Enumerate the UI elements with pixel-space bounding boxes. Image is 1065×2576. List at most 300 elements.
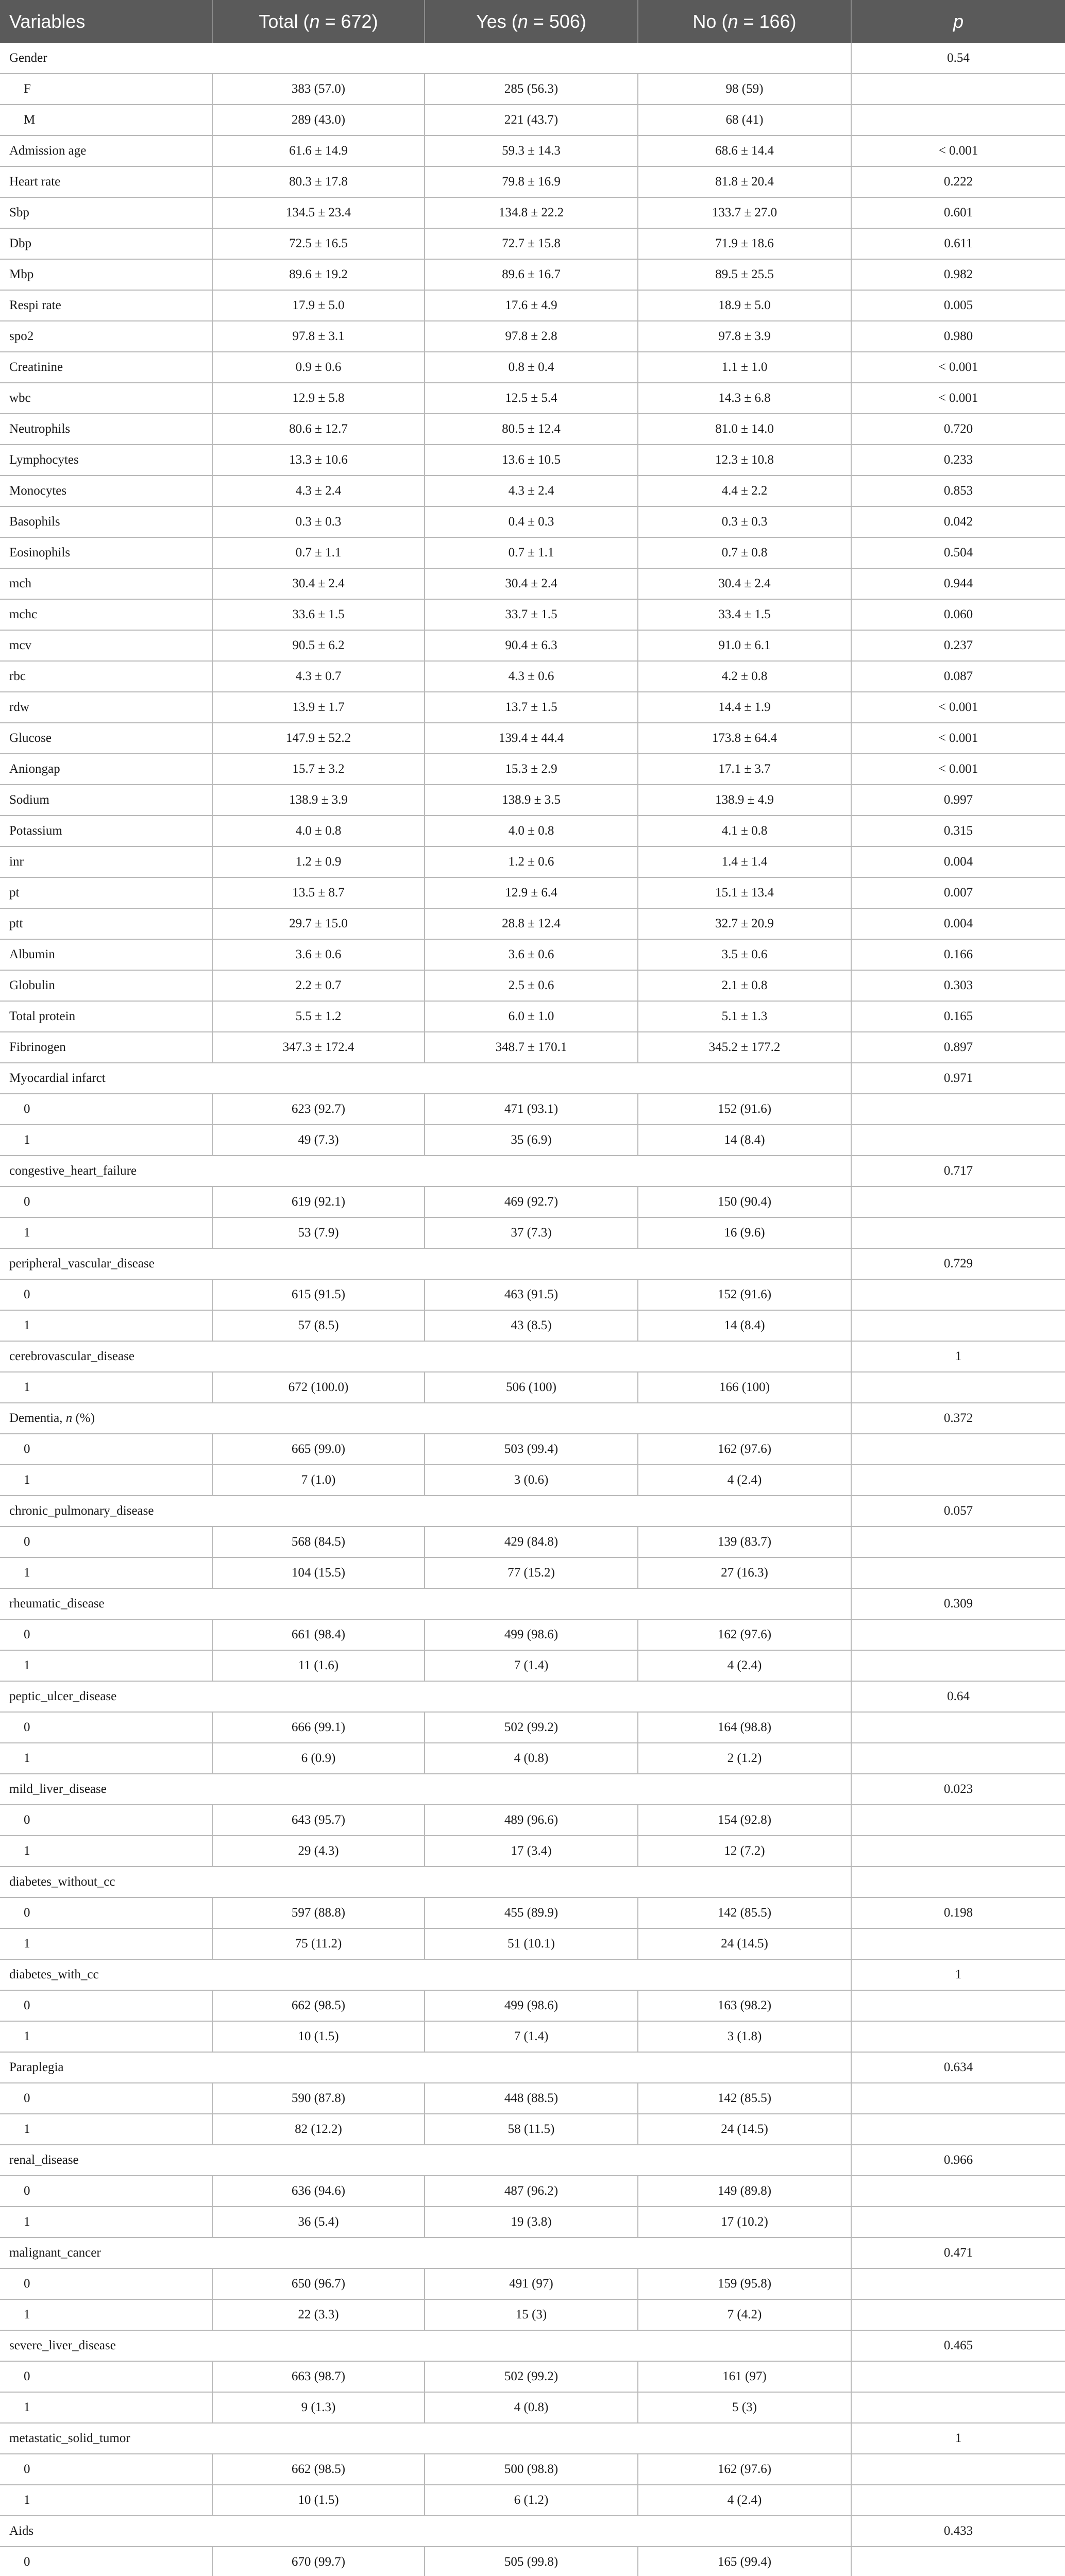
variable-label: Respi rate [0,290,212,321]
no-cell: 142 (85.5) [638,1897,851,1928]
variable-label: 0 [0,2083,212,2114]
variable-label: Potassium [0,816,212,846]
table-row [0,754,1065,785]
no-cell: 14 (8.4) [638,1125,851,1156]
category-label: Myocardial infarct [0,1063,851,1094]
yes-cell: 35 (6.9) [425,1125,638,1156]
yes-cell: 4.3 ± 0.6 [425,661,638,692]
no-cell: 161 (97) [638,2361,851,2392]
yes-cell: 134.8 ± 22.2 [425,197,638,228]
p-value-cell: 0.997 [851,785,1065,816]
variable-label: 1 [0,1650,212,1681]
total-cell: 138.9 ± 3.9 [212,785,425,816]
table-category-row [0,2052,1065,2083]
table-row [0,166,1065,197]
table-row [0,1805,1065,1836]
total-cell: 10 (1.5) [212,2485,425,2516]
table-category-row [0,2145,1065,2176]
variable-label: 1 [0,2299,212,2330]
variable-label: 1 [0,1217,212,1248]
yes-cell: 2.5 ± 0.6 [425,970,638,1001]
variable-label: mchc [0,599,212,630]
p-value-cell: < 0.001 [851,383,1065,414]
no-cell: 14.4 ± 1.9 [638,692,851,723]
category-label: metastatic_solid_tumor [0,2423,851,2454]
yes-cell: 502 (99.2) [425,2361,638,2392]
total-cell: 61.6 ± 14.9 [212,135,425,166]
yes-cell: 138.9 ± 3.5 [425,785,638,816]
table-row [0,74,1065,105]
p-value-cell: 0.982 [851,259,1065,290]
table-row [0,1217,1065,1248]
yes-cell: 15.3 ± 2.9 [425,754,638,785]
p-value-cell: 1 [851,2423,1065,2454]
no-cell: 159 (95.8) [638,2268,851,2299]
variable-label: spo2 [0,321,212,352]
table-row [0,1743,1065,1774]
table-row [0,1434,1065,1465]
table-row [0,352,1065,383]
variable-label: Sodium [0,785,212,816]
yes-cell: 19 (3.8) [425,2207,638,2238]
p-value-cell [851,74,1065,105]
no-cell: 165 (99.4) [638,2547,851,2576]
variable-label: 0 [0,1434,212,1465]
total-cell: 643 (95.7) [212,1805,425,1836]
category-label: diabetes_with_cc [0,1959,851,1990]
variable-label: 0 [0,1990,212,2021]
total-cell: 5.5 ± 1.2 [212,1001,425,1032]
table-category-row [0,1681,1065,1712]
p-value-cell [851,1712,1065,1743]
p-value-cell: 0.233 [851,445,1065,476]
no-cell: 164 (98.8) [638,1712,851,1743]
yes-cell: 469 (92.7) [425,1187,638,1217]
no-cell: 162 (97.6) [638,1619,851,1650]
table-category-row [0,1341,1065,1372]
p-value-cell [851,2454,1065,2485]
table-row [0,1125,1065,1156]
no-cell: 152 (91.6) [638,1094,851,1125]
table-row [0,1465,1065,1496]
variable-label: 0 [0,1187,212,1217]
table-row [0,1650,1065,1681]
p-value-cell: 0.004 [851,908,1065,939]
table-category-row [0,2238,1065,2268]
p-value-cell [851,1619,1065,1650]
no-cell: 17 (10.2) [638,2207,851,2238]
p-value-cell: 0.004 [851,846,1065,877]
p-value-cell: < 0.001 [851,754,1065,785]
no-cell: 4 (2.4) [638,1650,851,1681]
variable-label: 0 [0,1805,212,1836]
table-category-row [0,1156,1065,1187]
table-row [0,1557,1065,1588]
yes-cell: 139.4 ± 44.4 [425,723,638,754]
yes-cell: 6.0 ± 1.0 [425,1001,638,1032]
table-row [0,290,1065,321]
table-row [0,2268,1065,2299]
total-cell: 104 (15.5) [212,1557,425,1588]
no-cell: 150 (90.4) [638,1187,851,1217]
table-row [0,476,1065,506]
variable-label: 1 [0,1836,212,1867]
p-value-cell [851,2114,1065,2145]
yes-cell: 448 (88.5) [425,2083,638,2114]
total-cell: 22 (3.3) [212,2299,425,2330]
total-cell: 7 (1.0) [212,1465,425,1496]
no-cell: 162 (97.6) [638,1434,851,1465]
yes-cell: 499 (98.6) [425,1990,638,2021]
no-cell: 345.2 ± 177.2 [638,1032,851,1063]
p-value-cell: 0.465 [851,2330,1065,2361]
no-cell: 68.6 ± 14.4 [638,135,851,166]
total-cell: 80.6 ± 12.7 [212,414,425,445]
p-value-cell [851,1310,1065,1341]
p-value-cell: 0.057 [851,1496,1065,1527]
total-cell: 75 (11.2) [212,1928,425,1959]
no-cell: 81.0 ± 14.0 [638,414,851,445]
category-label: renal_disease [0,2145,851,2176]
yes-cell: 4.3 ± 2.4 [425,476,638,506]
no-cell: 162 (97.6) [638,2454,851,2485]
table-row [0,1527,1065,1557]
total-cell: 90.5 ± 6.2 [212,630,425,661]
table-row [0,2454,1065,2485]
table-row [0,2299,1065,2330]
p-value-cell: 0.471 [851,2238,1065,2268]
p-value-cell: 0.634 [851,2052,1065,2083]
total-cell: 33.6 ± 1.5 [212,599,425,630]
no-cell: 163 (98.2) [638,1990,851,2021]
p-value-cell: 0.944 [851,568,1065,599]
p-value-cell: 0.980 [851,321,1065,352]
no-cell: 68 (41) [638,105,851,135]
category-label: diabetes_without_cc [0,1867,851,1897]
table-row [0,537,1065,568]
yes-cell: 3.6 ± 0.6 [425,939,638,970]
table-row [0,1928,1065,1959]
total-cell: 3.6 ± 0.6 [212,939,425,970]
table-row [0,228,1065,259]
no-cell: 18.9 ± 5.0 [638,290,851,321]
yes-cell: 13.6 ± 10.5 [425,445,638,476]
total-cell: 662 (98.5) [212,2454,425,2485]
p-value-cell: 0.853 [851,476,1065,506]
table-row [0,630,1065,661]
total-cell: 12.9 ± 5.8 [212,383,425,414]
yes-cell: 3 (0.6) [425,1465,638,1496]
table-row [0,2547,1065,2576]
no-cell: 32.7 ± 20.9 [638,908,851,939]
no-cell: 5.1 ± 1.3 [638,1001,851,1032]
variable-label: 1 [0,1465,212,1496]
no-cell: 14 (8.4) [638,1310,851,1341]
variable-label: 1 [0,1310,212,1341]
total-cell: 2.2 ± 0.7 [212,970,425,1001]
variable-label: Aniongap [0,754,212,785]
yes-cell: 502 (99.2) [425,1712,638,1743]
p-value-cell: 0.897 [851,1032,1065,1063]
yes-cell: 491 (97) [425,2268,638,2299]
table-category-row [0,1959,1065,1990]
variable-label: 0 [0,1712,212,1743]
variable-label: ptt [0,908,212,939]
total-cell: 49 (7.3) [212,1125,425,1156]
category-label: peripheral_vascular_disease [0,1248,851,1279]
variable-label: 1 [0,1372,212,1403]
no-cell: 2 (1.2) [638,1743,851,1774]
yes-cell: 13.7 ± 1.5 [425,692,638,723]
yes-cell: 285 (56.3) [425,74,638,105]
table-category-row [0,1403,1065,1434]
total-cell: 568 (84.5) [212,1527,425,1557]
variable-label: 0 [0,1094,212,1125]
category-label: Gender [0,43,851,74]
table-row [0,445,1065,476]
total-cell: 597 (88.8) [212,1897,425,1928]
total-cell: 29.7 ± 15.0 [212,908,425,939]
p-value-cell: 0.971 [851,1063,1065,1094]
p-value-cell: 0.005 [851,290,1065,321]
table-row [0,383,1065,414]
table-category-row [0,2423,1065,2454]
no-cell: 27 (16.3) [638,1557,851,1588]
total-cell: 666 (99.1) [212,1712,425,1743]
p-value-cell [851,1990,1065,2021]
p-value-cell [851,2361,1065,2392]
table-row [0,661,1065,692]
p-value-cell [851,1217,1065,1248]
p-value-cell: 0.222 [851,166,1065,197]
table-row [0,939,1065,970]
total-cell: 10 (1.5) [212,2021,425,2052]
variable-label: Mbp [0,259,212,290]
total-cell: 347.3 ± 172.4 [212,1032,425,1063]
variable-label: 1 [0,2485,212,2516]
table-row [0,2392,1065,2423]
total-cell: 636 (94.6) [212,2176,425,2207]
p-value-cell: 0.64 [851,1681,1065,1712]
table-row [0,105,1065,135]
yes-cell: 37 (7.3) [425,1217,638,1248]
variable-label: rbc [0,661,212,692]
total-cell: 4.3 ± 0.7 [212,661,425,692]
table-row [0,2361,1065,2392]
yes-cell: 89.6 ± 16.7 [425,259,638,290]
header-total: Total (n = 672) [212,0,425,43]
p-value-cell [851,1279,1065,1310]
category-label: Aids [0,2516,851,2547]
p-value-cell [851,2485,1065,2516]
p-value-cell [851,1743,1065,1774]
p-value-cell: 1 [851,1341,1065,1372]
table-category-row [0,1588,1065,1619]
p-value-cell [851,1557,1065,1588]
no-cell: 7 (4.2) [638,2299,851,2330]
category-label: severe_liver_disease [0,2330,851,2361]
p-value-cell: 0.309 [851,1588,1065,1619]
header-row [0,0,1065,43]
p-value-cell: < 0.001 [851,692,1065,723]
p-value-cell [851,1805,1065,1836]
total-cell: 383 (57.0) [212,74,425,105]
yes-cell: 72.7 ± 15.8 [425,228,638,259]
yes-cell: 471 (93.1) [425,1094,638,1125]
variable-label: 1 [0,1125,212,1156]
yes-cell: 503 (99.4) [425,1434,638,1465]
yes-cell: 97.8 ± 2.8 [425,321,638,352]
no-cell: 14.3 ± 6.8 [638,383,851,414]
variable-label: 1 [0,1743,212,1774]
table-row [0,506,1065,537]
no-cell: 97.8 ± 3.9 [638,321,851,352]
total-cell: 97.8 ± 3.1 [212,321,425,352]
yes-cell: 77 (15.2) [425,1557,638,1588]
variable-label: Globulin [0,970,212,1001]
total-cell: 13.5 ± 8.7 [212,877,425,908]
table-row [0,1897,1065,1928]
variable-label: mcv [0,630,212,661]
total-cell: 29 (4.3) [212,1836,425,1867]
no-cell: 4.2 ± 0.8 [638,661,851,692]
p-value-cell [851,1928,1065,1959]
yes-cell: 1.2 ± 0.6 [425,846,638,877]
no-cell: 142 (85.5) [638,2083,851,2114]
yes-cell: 489 (96.6) [425,1805,638,1836]
total-cell: 4.0 ± 0.8 [212,816,425,846]
table-row [0,723,1065,754]
category-label: cerebrovascular_disease [0,1341,851,1372]
variable-label: 0 [0,1279,212,1310]
yes-cell: 59.3 ± 14.3 [425,135,638,166]
yes-cell: 221 (43.7) [425,105,638,135]
variable-label: mch [0,568,212,599]
variable-label: 1 [0,2392,212,2423]
yes-cell: 0.4 ± 0.3 [425,506,638,537]
p-value-cell: 0.007 [851,877,1065,908]
no-cell: 139 (83.7) [638,1527,851,1557]
no-cell: 138.9 ± 4.9 [638,785,851,816]
variable-label: Glucose [0,723,212,754]
variable-label: 1 [0,1928,212,1959]
p-value-cell: 0.237 [851,630,1065,661]
p-value-cell [851,1187,1065,1217]
variable-label: 1 [0,2021,212,2052]
no-cell: 81.8 ± 20.4 [638,166,851,197]
total-cell: 670 (99.7) [212,2547,425,2576]
total-cell: 80.3 ± 17.8 [212,166,425,197]
variable-label: M [0,105,212,135]
yes-cell: 0.7 ± 1.1 [425,537,638,568]
yes-cell: 6 (1.2) [425,2485,638,2516]
yes-cell: 4.0 ± 0.8 [425,816,638,846]
table-row [0,2021,1065,2052]
total-cell: 623 (92.7) [212,1094,425,1125]
variable-label: F [0,74,212,105]
no-cell: 133.7 ± 27.0 [638,197,851,228]
variable-label: 1 [0,2114,212,2145]
no-cell: 24 (14.5) [638,1928,851,1959]
table-row [0,2207,1065,2238]
variable-label: 0 [0,2454,212,2485]
p-value-cell [851,2207,1065,2238]
p-value-cell [851,1650,1065,1681]
table-row [0,259,1065,290]
p-value-cell: < 0.001 [851,135,1065,166]
yes-cell: 0.8 ± 0.4 [425,352,638,383]
yes-cell: 506 (100) [425,1372,638,1403]
no-cell: 17.1 ± 3.7 [638,754,851,785]
no-cell: 30.4 ± 2.4 [638,568,851,599]
p-value-cell: 0.729 [851,1248,1065,1279]
table-row [0,414,1065,445]
yes-cell: 17.6 ± 4.9 [425,290,638,321]
total-cell: 615 (91.5) [212,1279,425,1310]
variable-label: Heart rate [0,166,212,197]
p-value-cell [851,2268,1065,2299]
total-cell: 72.5 ± 16.5 [212,228,425,259]
total-cell: 30.4 ± 2.4 [212,568,425,599]
variable-label: pt [0,877,212,908]
p-value-cell: 0.087 [851,661,1065,692]
no-cell: 1.1 ± 1.0 [638,352,851,383]
category-label: mild_liver_disease [0,1774,851,1805]
yes-cell: 80.5 ± 12.4 [425,414,638,445]
yes-cell: 43 (8.5) [425,1310,638,1341]
yes-cell: 17 (3.4) [425,1836,638,1867]
variable-label: Albumin [0,939,212,970]
variable-label: Eosinophils [0,537,212,568]
table-category-row [0,43,1065,74]
table-row [0,321,1065,352]
no-cell: 91.0 ± 6.1 [638,630,851,661]
variable-label: Total protein [0,1001,212,1032]
p-value-cell [851,2021,1065,2052]
variable-label: 1 [0,2207,212,2238]
total-cell: 590 (87.8) [212,2083,425,2114]
total-cell: 650 (96.7) [212,2268,425,2299]
yes-cell: 429 (84.8) [425,1527,638,1557]
no-cell: 4.1 ± 0.8 [638,816,851,846]
p-value-cell [851,2392,1065,2423]
no-cell: 33.4 ± 1.5 [638,599,851,630]
p-value-cell: < 0.001 [851,723,1065,754]
variable-label: 0 [0,2268,212,2299]
yes-cell: 15 (3) [425,2299,638,2330]
variable-label: Admission age [0,135,212,166]
variable-label: Creatinine [0,352,212,383]
no-cell: 3.5 ± 0.6 [638,939,851,970]
table-row [0,908,1065,939]
p-value-cell: 0.611 [851,228,1065,259]
no-cell: 2.1 ± 0.8 [638,970,851,1001]
total-cell: 17.9 ± 5.0 [212,290,425,321]
category-label: rheumatic_disease [0,1588,851,1619]
yes-cell: 4 (0.8) [425,2392,638,2423]
p-value-cell: 0.315 [851,816,1065,846]
variable-label: Lymphocytes [0,445,212,476]
p-value-cell: 0.601 [851,197,1065,228]
table-row [0,1001,1065,1032]
table-category-row [0,1248,1065,1279]
category-label: chronic_pulmonary_disease [0,1496,851,1527]
table-header [0,0,1065,43]
variable-label: 0 [0,1527,212,1557]
p-value-cell [851,2083,1065,2114]
yes-cell: 7 (1.4) [425,2021,638,2052]
variable-label: 0 [0,2547,212,2576]
